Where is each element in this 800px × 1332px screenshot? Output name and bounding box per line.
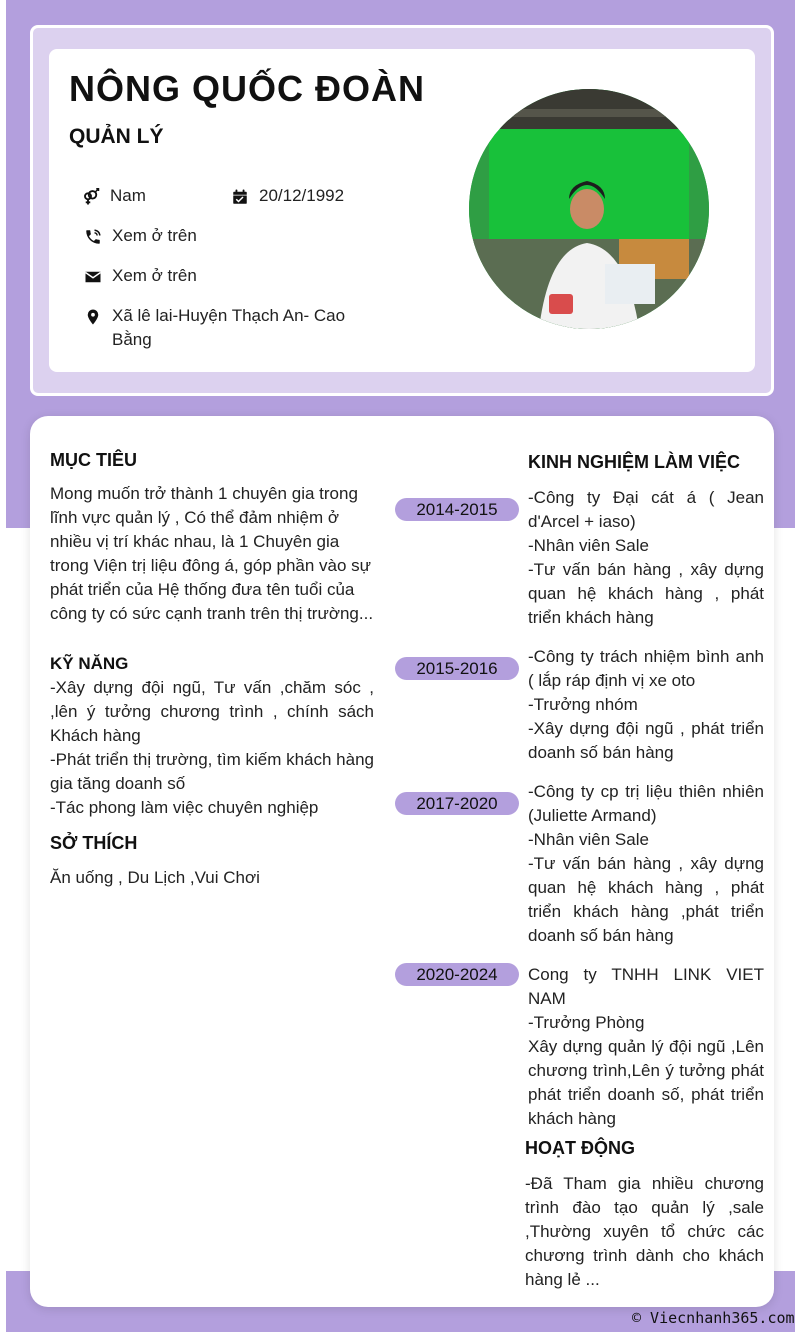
birthdate-value: 20/12/1992 — [259, 186, 345, 205]
experience-entry — [528, 645, 764, 765]
phone-icon — [83, 227, 103, 247]
experience-line: -Trưởng Phòng — [528, 1013, 645, 1032]
location-pin-icon — [83, 307, 103, 327]
experience-line: -Nhân viên Sale — [528, 536, 649, 555]
objective-text: Mong muốn trở thành 1 chuyên gia trong lĩnh vực quản lý , Có thể đảm nhiệm ở nhiều vị trí khác nhau, là 1 Chuyên gia trong Viện trị liệu đông á, góp phần vào sự phát triển của Hệ thống đưa tên tuổi của công ty có sức cạnh tranh trên thị trường... — [50, 484, 374, 623]
experience-line: Xây dựng quản lý đội ngũ ,Lên chương trình,Lên ý tưởng phát phát triển doanh số, phát triển khách hàng — [528, 1037, 764, 1128]
skill-item: -Tác phong làm việc chuyên nghiệp — [50, 798, 319, 817]
experience-year: 2020-2024 — [395, 963, 519, 986]
experience-year: 2015-2016 — [395, 657, 519, 680]
address-info — [83, 304, 363, 352]
skills-list — [50, 676, 374, 820]
experience-year: 2014-2015 — [395, 498, 519, 521]
experience-line: -Công ty trách nhiệm bình anh ( lắp ráp định vị xe oto — [528, 647, 764, 690]
gender-icon — [81, 187, 101, 207]
envelope-icon — [83, 267, 103, 287]
profile-photo — [469, 89, 709, 329]
skills-title: KỸ NĂNG — [50, 654, 129, 673]
candidate-name: NÔNG QUỐC ĐOÀN — [69, 68, 425, 109]
calendar-icon — [230, 187, 250, 207]
address-value: Xã lê lai-Huyện Thạch An- Cao Bằng — [112, 306, 346, 349]
experience-line: -Xây dựng đội ngũ , phát triển doanh số bán hàng — [528, 719, 764, 762]
experience-line: Cong ty TNHH LINK VIET NAM — [528, 965, 764, 1008]
experience-entry — [528, 780, 764, 948]
experience-line: -Tư vấn bán hàng , xây dựng quan hệ khách hàng , phát triển khách hàng — [528, 560, 764, 627]
experience-entry — [528, 486, 764, 630]
job-position: QUẢN LÝ — [69, 125, 164, 148]
activities-text: -Đã Tham gia nhiều chương trình đào tạo quản lý ,sale ,Thường xuyên tổ chức các chương trình dành cho khách hàng lẻ ... — [525, 1174, 764, 1289]
experience-line: -Công ty Đại cát á ( Jean d'Arcel + iaso) — [528, 488, 764, 531]
email-info — [83, 264, 363, 288]
skill-item: -Xây dựng đội ngũ, Tư vấn ,chăm sóc , ,lên ý tưởng chương trình , chính sách Khách hàng — [50, 678, 374, 745]
experience-line: -Trưởng nhóm — [528, 695, 638, 714]
footer-credit: © Viecnhanh365.com — [632, 1309, 795, 1327]
experience-line: -Nhân viên Sale — [528, 830, 649, 849]
experience-line: -Tư vấn bán hàng , xây dựng quan hệ khách hàng , phát triển khách hàng ,phát triển doanh số bán hàng — [528, 854, 764, 945]
objective-title: MỤC TIÊU — [50, 450, 137, 470]
skill-item: -Phát triển thị trường, tìm kiếm khách hàng gia tăng doanh số — [50, 750, 374, 793]
email-value: Xem ở trên — [112, 266, 197, 285]
experience-year: 2017-2020 — [395, 792, 519, 815]
experience-entry — [528, 963, 764, 1131]
birthdate-info — [230, 184, 390, 208]
phone-info — [83, 224, 363, 248]
activities-title: HOẠT ĐỘNG — [525, 1138, 635, 1158]
hobbies-text: Ăn uống , Du Lịch ,Vui Chơi — [50, 868, 260, 887]
gender-info — [81, 184, 211, 208]
phone-value: Xem ở trên — [112, 226, 197, 245]
experience-line: -Công ty cp trị liệu thiên nhiên (Juliette Armand) — [528, 782, 764, 825]
experience-title: KINH NGHIỆM LÀM VIỆC — [528, 452, 741, 472]
hobbies-title: SỞ THÍCH — [50, 833, 138, 853]
gender-value: Nam — [110, 186, 146, 205]
